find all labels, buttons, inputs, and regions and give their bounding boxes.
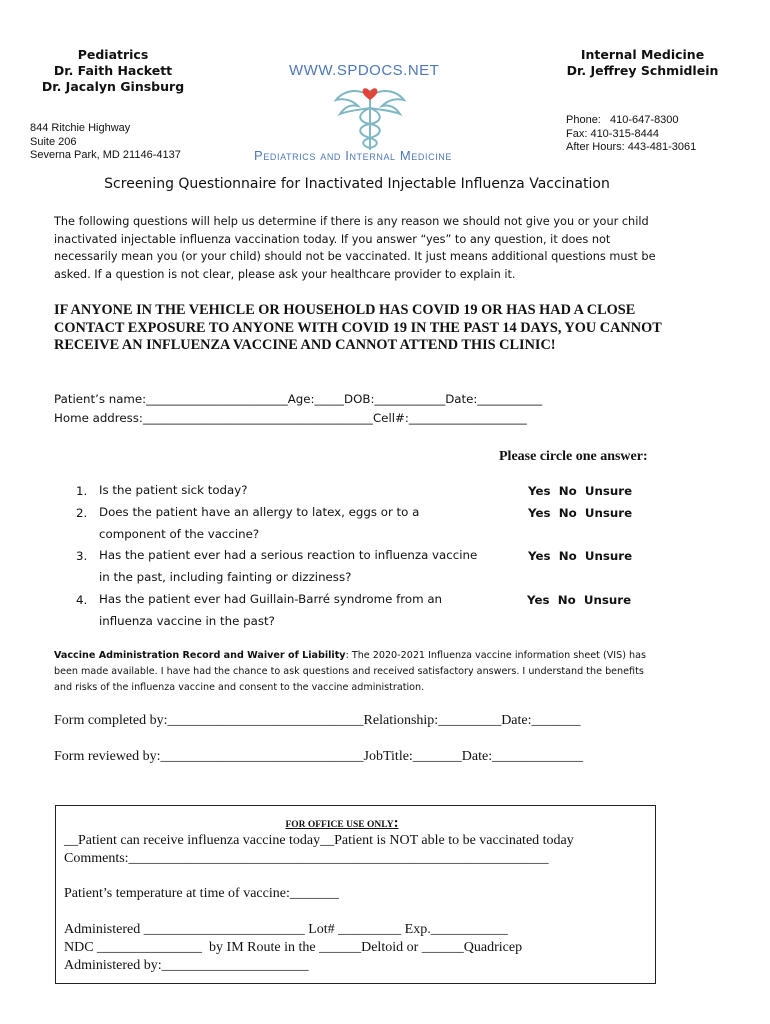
pediatrics-block [18, 47, 208, 95]
practice-name: Pediatrics and Internal Medicine [254, 148, 452, 163]
comments-line[interactable]: Comments:____________________________________________________________ [64, 851, 549, 866]
administered-lot-line[interactable]: Administered _______________________ Lot# _________ Exp.___________ [64, 922, 508, 937]
address-line-2: Suite 206 [30, 135, 77, 148]
office-use-colon: : [393, 815, 399, 831]
circle-instruction: Please circle one answer: [499, 449, 648, 464]
temperature-line[interactable]: Patient’s temperature at time of vaccine:_______ [64, 886, 339, 901]
covid-warning: IF ANYONE IN THE VEHICLE OR HOUSEHOLD HAS COVID 19 OR HAS HAD A CLOSE CONTACT EXPOSURE TO ANYONE WITH COVID 19 IN THE PAST 14 DAYS, YOU CANNOT RECEIVE AN INFLUENZA VACCINE AND CANNOT ATTEND THIS CLINIC! [54, 302, 662, 353]
doctor-hackett: Dr. Faith Hackett [53, 63, 173, 78]
patient-info-line[interactable]: Patient’s name:________________________Age:_____DOB:____________Date:___________ [54, 392, 543, 406]
fax-number: Fax: 410-315-8444 [566, 127, 659, 140]
question-3-text: Has the patient ever had a serious reaction to influenza vaccine in the past, including fainting or dizziness? [99, 548, 478, 584]
office-use-label: FOR OFFICE USE ONLY [285, 820, 394, 830]
question-1-number: 1. [76, 484, 88, 498]
question-1-answers[interactable]: Yes No Unsure [528, 484, 633, 498]
pediatrics-heading: Pediatrics [77, 47, 149, 62]
consent-paragraph [54, 648, 664, 696]
question-4-number: 4. [76, 593, 88, 607]
page-title: Screening Questionnaire for Inactivated Injectable Influenza Vaccination [104, 176, 610, 192]
question-3-answers[interactable]: Yes No Unsure [528, 549, 633, 563]
question-2-answers[interactable]: Yes No Unsure [528, 506, 633, 520]
internal-medicine-block [535, 47, 750, 79]
office-use-title [0, 815, 684, 832]
question-3-number: 3. [76, 549, 88, 563]
website-url: WWW.SPDOCS.NET [289, 62, 440, 79]
consent-body: : The 2020-2021 Influenza vaccine information sheet (VIS) has been made available. I have had the chance to ask questions and received satisfactory answers. I understand the benefits and risks of the influenza vaccine and consent to the vaccine administration. [54, 650, 646, 693]
address-line-1: 844 Ritchie Highway [30, 122, 131, 134]
after-hours-number: After Hours: 443-481-3061 [566, 141, 697, 153]
home-address-line[interactable]: Home address:_______________________________________Cell#:____________________ [54, 411, 527, 425]
form-completed-line[interactable]: Form completed by:____________________________Relationship:_________Date:_______ [54, 713, 581, 728]
address-line-3: Severna Park, MD 21146-4137 [30, 149, 181, 161]
vaccination-eligibility-line[interactable]: __Patient can receive influenza vaccine today__Patient is NOT able to be vaccinated today [64, 833, 574, 848]
question-4-answers[interactable]: Yes No Unsure [527, 593, 632, 607]
doctor-ginsburg: Dr. Jacalyn Ginsburg [41, 79, 185, 94]
consent-heading: Vaccine Administration Record and Waiver of Liability [54, 650, 346, 661]
practice-contact [566, 114, 696, 155]
doctor-schmidlein: Dr. Jeffrey Schmidlein [566, 63, 719, 78]
question-4-text: Has the patient ever had Guillain-Barré syndrome from an influenza vaccine in the past? [99, 592, 443, 628]
administered-by-line[interactable]: Administered by:_____________________ [64, 958, 309, 973]
form-reviewed-line[interactable]: Form reviewed by:_____________________________JobTitle:_______Date:_____________ [54, 749, 584, 764]
intro-paragraph: The following questions will help us determine if there is any reason we should not give you or your child inactivated injectable influenza vaccination today. If you answer “yes” to any question, it does not necessarily mean you (or your child) should not be vaccinated. It just means additional questions must be asked. If a question is not clear, please ask your healthcare provider to explain it. [54, 215, 656, 281]
phone-number: Phone: 410-647-8300 [566, 114, 679, 126]
question-1-text: Is the patient sick today? [99, 483, 248, 497]
practice-address [30, 122, 181, 163]
internal-medicine-heading: Internal Medicine [580, 47, 705, 62]
caduceus-logo-icon [330, 82, 410, 152]
question-2-number: 2. [76, 506, 88, 520]
question-2-text: Does the patient have an allergy to latex, eggs or to a component of the vaccine? [99, 505, 420, 541]
ndc-route-line[interactable]: NDC _______________ by IM Route in the ______Deltoid or ______Quadricep [64, 940, 523, 955]
